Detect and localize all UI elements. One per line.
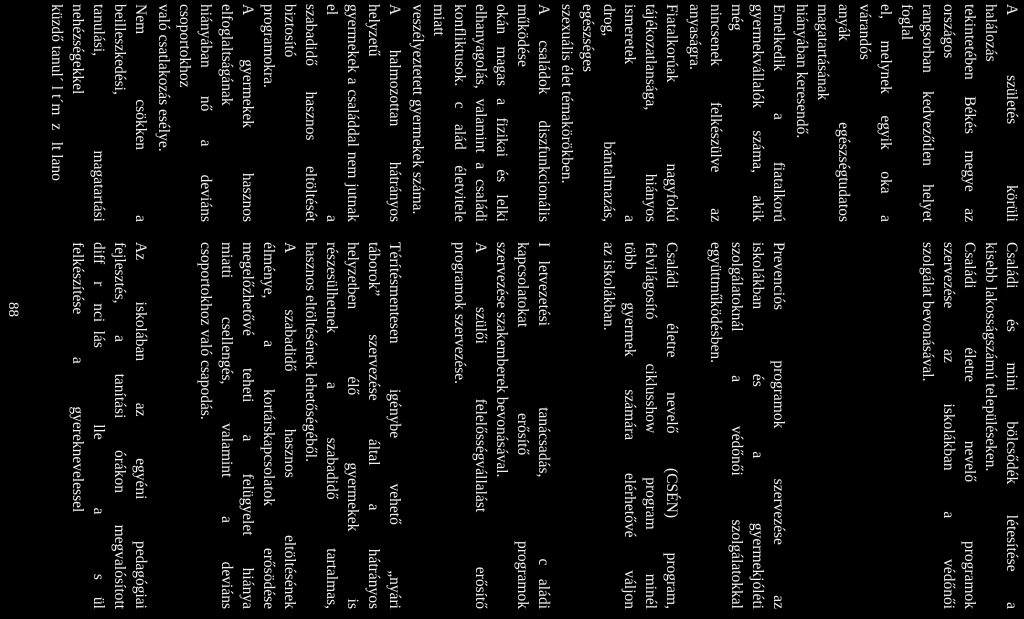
table-row (684, 0, 791, 619)
problem-cell (153, 0, 407, 232)
text-line: felvilágosító ciklusshow program minél (642, 242, 659, 609)
table-row (0, 0, 153, 619)
text-line: Családi és mini bölcsődék létesítése a (1003, 242, 1020, 609)
text-line: küzdő tanul´ l t´m z lt lano (48, 4, 65, 181)
table-row (407, 0, 556, 619)
text-line: Nem csökken a beilleszkedési, (111, 4, 149, 242)
page-number: 88 (5, 302, 21, 317)
text-line: részesülhetnek a szabadidő tartalmas, (323, 242, 340, 609)
text-line: miatti csellengés, valamint a deviáns (218, 242, 235, 609)
text-line: drog, bántalmazás, egészséges (579, 4, 617, 246)
text-line: több gyermek számára elérhetővé váljon (621, 242, 638, 609)
problem-cell (684, 0, 791, 232)
text-line: elhanyagolás, valamint a családi (472, 4, 489, 222)
text-line: A szülői felelősségvállalást erősítő (472, 242, 489, 609)
solution-cell (153, 232, 407, 619)
text-line: nincsenek felkészülve az anyaságra. (686, 4, 724, 226)
table-row (556, 0, 684, 619)
text-line: Családi életre nevelő programok (961, 242, 978, 609)
text-line: szabadidő hasznos eltöltését biztosító (281, 4, 319, 226)
table-row (153, 0, 407, 619)
solution-cell (791, 232, 1024, 619)
text-line: A halmozottan hátrányos helyzetű (365, 4, 403, 234)
text-line: szexuális élet témakörökben. (558, 4, 575, 184)
text-line: tekintetében Békés megye az országos (940, 4, 978, 226)
text-line: szolgálat bevonásával. (919, 242, 936, 382)
solution-cell (407, 232, 556, 619)
text-line: hasznos eltöltésének lehetőségéből. (302, 242, 319, 462)
text-line: Emelkedik a fiatalkorú (770, 4, 787, 222)
text-line: hiányában keresendő. (793, 4, 810, 139)
text-line: az iskolákban. (600, 242, 617, 331)
text-line: fejlesztés, a tanítási órákon megvalósított (111, 242, 128, 609)
text-line: felkészítése a gyereknevelessel (69, 242, 86, 513)
text-line: I letvezetési tanácsadás, c aládi (535, 242, 552, 609)
text-line: tanulási, magatartási nehézségekkel (69, 4, 107, 234)
text-line: megelőzhetővé teheti a felügyelet hiánya (239, 242, 256, 609)
text-line: rangsorban kedvezőtlen helyet foglal (898, 4, 936, 226)
text-line: való csatlakozás esélye. (155, 4, 172, 152)
text-line: élménye, a kortárskapcsolatok erősödése (260, 242, 277, 609)
text-line: veszélyeztetett gyermekek száma. (409, 4, 426, 215)
solution-cell (684, 232, 791, 619)
table-row (791, 0, 1024, 619)
text-line: szolgálatoknál a védőnői szolgálatokkal (728, 242, 745, 609)
text-line: el, melynek egyik oka a várandós (856, 4, 894, 230)
text-line: szervezése az iskolákban a védőnői (940, 242, 957, 609)
text-line: Prevenciós programok szervezése az (770, 242, 787, 609)
problem-cell (791, 0, 1024, 246)
text-line: A születés körüli halálozás (982, 4, 1020, 246)
text-line: Családi életre nevelő (CSÉN) program, (663, 242, 680, 609)
text-line: csoportokhoz való csapodás. (197, 242, 214, 420)
text-line: anyák egészségtudatos magatartásának (814, 4, 852, 226)
text-line: diff r nci lás lle a s ül (90, 242, 107, 609)
text-line: táborok” szervezése által a hátrányos (365, 242, 382, 609)
solution-cell (0, 232, 153, 619)
problem-cell (556, 0, 684, 246)
text-line: okán magas a fizikai és lelki (493, 4, 510, 222)
text-line: gyermekvállalók száma, akik még (728, 4, 766, 230)
text-line: konfliktusok. c alád életvitele miatt (430, 4, 468, 226)
text-line: programokra. (260, 4, 277, 88)
text-line: Az iskolában az egyéni pedagógiai (132, 242, 149, 609)
text-line: hiányában nő a deviáns csoportokhoz (176, 4, 214, 226)
text-line: gyermekek a családdal nem jutnak el a (323, 4, 361, 226)
problem-cell (407, 0, 556, 232)
text-line: iskolákban és a gyermekjóléti (749, 242, 766, 609)
solution-cell (556, 232, 684, 619)
text-line: szervezése szakemberek bevonásával. (493, 242, 510, 478)
text-line: kisebb lakosságszámú településeken. (982, 242, 999, 472)
text-line: A családok diszfunkcionális működése (514, 4, 552, 226)
text-line: kapcsolatokat erősítő programok (514, 242, 531, 609)
text-line: A gyermekek hasznos elfoglaltságának (218, 4, 256, 226)
problem-cell (0, 0, 153, 242)
text-line: helyzetben élő gyermekek is (344, 242, 361, 609)
text-line: A szabadidő hasznos eltöltésének (281, 242, 298, 609)
text-line: Fiatalkorúak nagyfokú (663, 4, 680, 222)
text-line: együttműködésben. (707, 242, 724, 363)
text-line: tájékozatlansága, hiányos ismeretek a (621, 4, 659, 226)
text-line: programok szervezése. (451, 242, 468, 385)
text-line: Térítésmentesen igénybe vehető „nyári (386, 242, 403, 609)
